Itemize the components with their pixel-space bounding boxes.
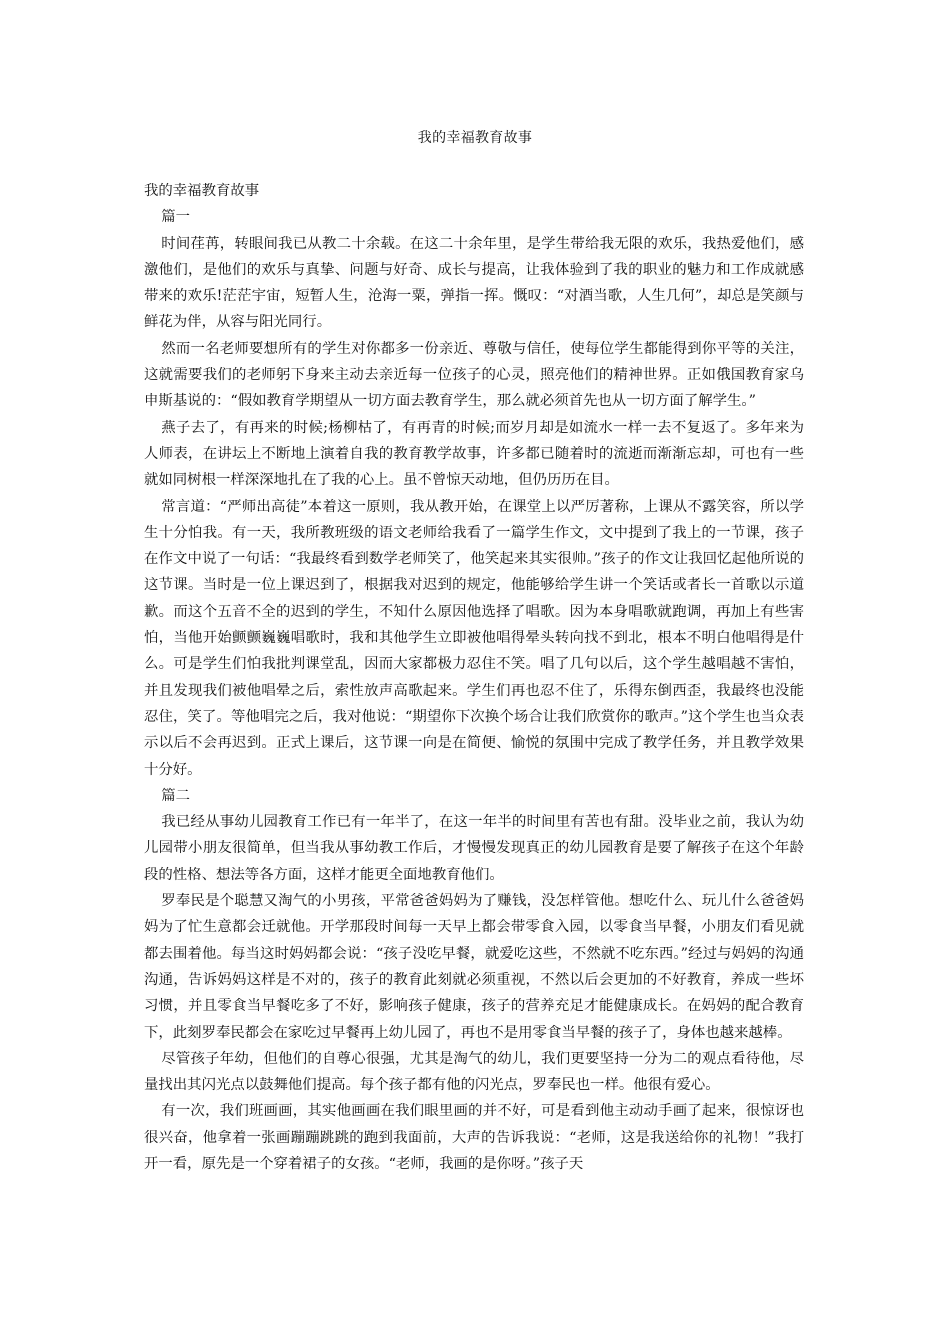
paragraph: 我已经从事幼儿园教育工作已有一年半了，在这一年半的时间里有苦也有甜。没毕业之前，我认为幼儿园带小朋友很简单，但当我从事幼教工作后，才慢慢发现真正的幼儿园教育是要了解孩子在这个年龄段的性格、想法等各方面，这样才能更全面地教育他们。 bbox=[144, 814, 804, 883]
section-label-1: 篇一 bbox=[161, 209, 191, 226]
paragraph: 时间荏苒，转眼间我已从教二十余载。在这二十余年里，是学生带给我无限的欢乐，我热爱他们，感激他们，是他们的欢乐与真挚、问题与好奇、成长与提高，让我体验到了我的职业的魅力和工作成就感带来的欢乐!茫茫宇宙，短暂人生，沧海一粟，弹指一挥。慨叹：“对酒当歌，人生几何”，却总是笑颜与鲜花为伴，从容与阳光同行。 bbox=[144, 235, 804, 331]
document-subtitle: 我的幸福教育故事 bbox=[144, 183, 260, 199]
paragraph: 有一次，我们班画画，其实他画画在我们眼里画的并不好，可是看到他主动动手画了起来，很惊讶也很兴奋，他拿着一张画蹦蹦跳跳的跑到我面前，大声的告诉我说：“老师，这是我送给你的礼物！”我打开一看，原先是一个穿着裙子的女孩。“老师，我画的是你呀。”孩子天 bbox=[144, 1103, 804, 1172]
paragraph: 尽管孩子年幼，但他们的自尊心很强，尤其是淘气的幼儿，我们更要坚持一分为二的观点看待他，尽量找出其闪光点以鼓舞他们提高。每个孩子都有他的闪光点，罗奉民也一样。他很有爱心。 bbox=[144, 1050, 804, 1094]
page-title: 我的幸福教育故事 bbox=[417, 130, 533, 146]
paragraph: 然而一名老师要想所有的学生对你都多一份亲近、尊敬与信任，使每位学生都能得到你平等的关注，这就需要我们的老师躬下身来主动去亲近每一位孩子的心灵，照亮他们的精神世界。正如俄国教育家乌申斯基说的：“假如教育学期望从一切方面去教育学生，那么就必须首先也从一切方面了解学生。” bbox=[144, 340, 804, 410]
document-body bbox=[144, 178, 804, 1177]
section-label-2: 篇二 bbox=[161, 787, 191, 804]
paragraph: 罗奉民是个聪慧又淘气的小男孩，平常爸爸妈妈为了赚钱，没怎样管他。想吃什么、玩儿什么爸爸妈妈为了忙生意都会迁就他。开学那段时间每一天早上都会带零食入园，以零食当早餐，小朋友们看见就都去围着他。每当这时妈妈都会说：“孩子没吃早餐，就爱吃这些，不然就不吃东西。”经过与妈妈的沟通沟通，告诉妈妈这样是不对的，孩子的教育此刻就必须重视，不然以后会更加的不好教育，养成一些坏习惯，并且零食当早餐吃多了不好，影响孩子健康，孩子的营养充足才能健康成长。在妈妈的配合教育下，此刻罗奉民都会在家吃过早餐再上幼儿园了，再也不是用零食当早餐的孩子了，身体也越来越棒。 bbox=[144, 893, 804, 1041]
paragraph: 燕子去了，有再来的时候;杨柳枯了，有再青的时候;而岁月却是如流水一样一去不复返了。多年来为人师表，在讲坛上不断地上演着自我的教育教学故事，许多都已随着时的流逝而渐渐忘却，可也有一些就如同树根一样深深地扎在了我的心上。虽不曾惊天动地，但仍历历在目。 bbox=[144, 419, 804, 489]
paragraph: 常言道：“严师出高徒”本着这一原则，我从教开始，在课堂上以严厉著称，上课从不露笑容，所以学生十分怕我。有一天，我所教班级的语文老师给我看了一篇学生作文，文中提到了我上的一节课，孩子在作文中说了一句话：“我最终看到数学老师笑了，他笑起来其实很帅。”孩子的作文让我回忆起他所说的这节课。当时是一位上课迟到了，根据我对迟到的规定，他能够给学生讲一个笑话或者长一首歌以示道歉。而这个五音不全的迟到的学生，不知什么原因他选择了唱歌。因为本身唱歌就跑调，再加上有些害怕，当他开始颤颤巍巍唱歌时，我和其他学生立即被他唱得晕头转向找不到北，根本不明白他唱得是什么。可是学生们怕我批判课堂乱，因而大家都极力忍住不笑。唱了几句以后，这个学生越唱越不害怕，并且发现我们被他唱晕之后，索性放声高歌起来。学生们再也忍不住了，乐得东倒西歪，我最终也没能忍住，笑了。等他唱完之后，我对他说：“期望你下次换个场合让我们欣赏你的歌声。”这个学生也当众表示以后不会再迟到。正式上课后，这节课一向是在简便、愉悦的氛围中完成了教学任务，并且教学效果十分好。 bbox=[144, 498, 804, 778]
